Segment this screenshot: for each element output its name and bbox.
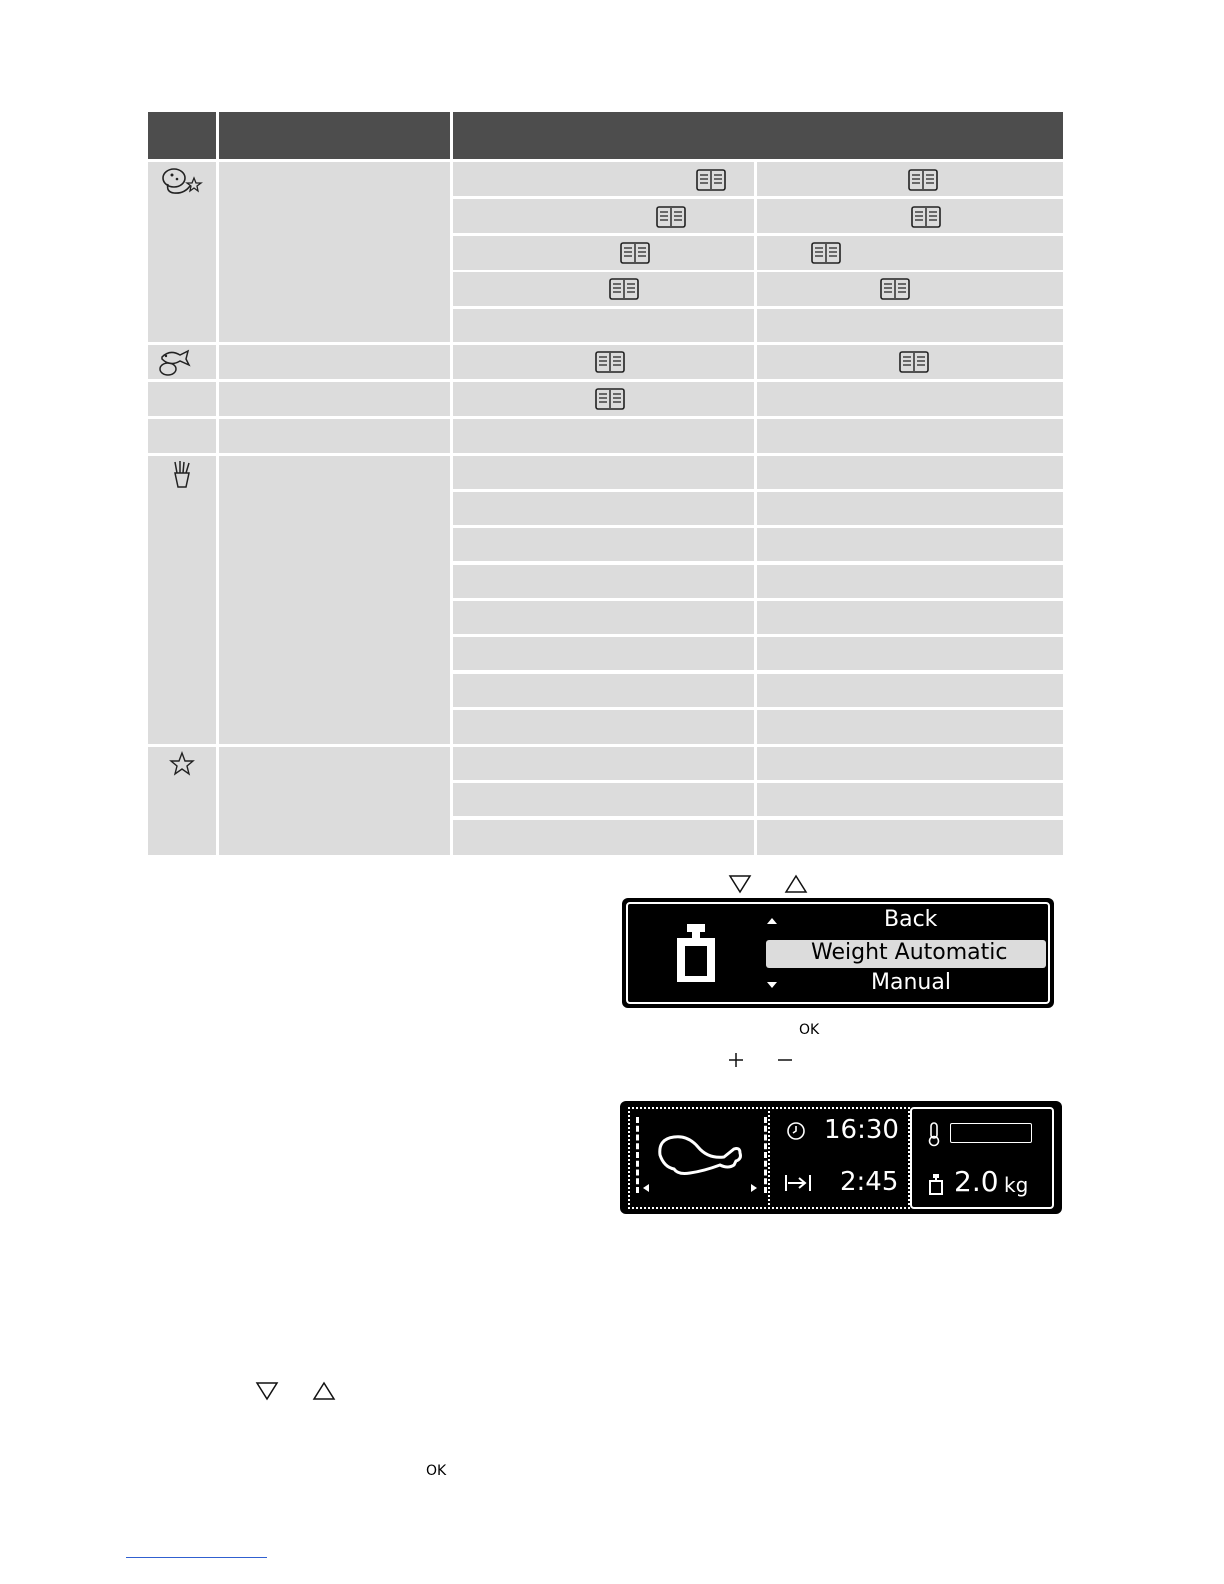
table-dish-cell (453, 492, 754, 525)
triangle-down-icon (255, 1381, 279, 1401)
table-dish-cell (757, 820, 1063, 855)
book-reference-icon (620, 242, 650, 264)
menu-item-back[interactable]: Back (884, 907, 938, 932)
table-dish-cell (453, 747, 754, 780)
table-dish-cell (757, 783, 1063, 816)
table-name-cell (219, 747, 450, 855)
scroll-down-icon[interactable] (766, 980, 778, 990)
table-dish-cell (757, 309, 1063, 342)
table-dish-cell (757, 456, 1063, 489)
book-reference-icon (656, 206, 686, 228)
book-reference-icon (911, 206, 941, 228)
table-dish-cell (453, 637, 754, 670)
triangle-down-icon (728, 874, 752, 894)
prev-food-icon[interactable] (642, 1183, 650, 1193)
table-name-cell (219, 345, 450, 379)
table-dish-cell (757, 528, 1063, 561)
table-dish-cell (453, 309, 754, 342)
duration-time: 2:45 (840, 1167, 899, 1197)
table-dish-cell (453, 783, 754, 816)
right-bracket (760, 1117, 767, 1193)
book-reference-icon (595, 351, 625, 373)
table-header-icon-col (148, 112, 216, 159)
weight-value: 2.0 (954, 1165, 999, 1198)
book-reference-icon (696, 169, 726, 191)
table-dish-cell (453, 710, 754, 744)
weight-unit: kg (1004, 1173, 1029, 1197)
table-dish-cell (453, 236, 754, 270)
pizza-star-icon (160, 166, 204, 198)
table-name-cell (219, 419, 450, 453)
temperature-bar (950, 1123, 1032, 1143)
table-dish-cell (757, 601, 1063, 634)
ok-key-label-bottom: OK (426, 1463, 447, 1479)
thermometer-icon (926, 1121, 942, 1147)
scroll-up-icon[interactable] (766, 916, 778, 926)
table-dish-cell (757, 492, 1063, 525)
left-bracket (636, 1117, 643, 1193)
table-dish-cell (757, 199, 1063, 233)
weight-icon (674, 922, 718, 984)
fries-icon (170, 459, 194, 489)
table-name-cell (219, 382, 450, 416)
footer-link-underline[interactable] (126, 1557, 267, 1558)
duration-icon (784, 1173, 812, 1193)
table-header-dishes-col (453, 112, 1063, 159)
book-reference-icon (811, 242, 841, 264)
table-dish-cell (453, 456, 754, 489)
table-header-name-col (219, 112, 450, 159)
table-dish-cell (757, 747, 1063, 780)
table-dish-cell (453, 419, 754, 453)
table-name-cell (219, 162, 450, 342)
fish-icon (156, 347, 192, 377)
table-dish-cell (757, 419, 1063, 453)
meat-leg-icon (654, 1129, 746, 1181)
table-dish-cell (757, 637, 1063, 670)
table-icon-cell (148, 456, 216, 744)
cooking-status-display (620, 1101, 1062, 1214)
table-dish-cell (757, 674, 1063, 707)
star-icon (169, 751, 195, 777)
table-dish-cell (453, 674, 754, 707)
weight-small-icon (928, 1173, 944, 1195)
triangle-up-icon (312, 1381, 336, 1401)
plus-icon (727, 1051, 745, 1069)
menu-item-weight-automatic: Weight Automatic (811, 940, 1008, 965)
table-dish-cell (453, 199, 754, 233)
table-dish-cell (757, 272, 1063, 306)
book-reference-icon (908, 169, 938, 191)
table-icon-cell (148, 162, 216, 342)
divider (768, 1107, 770, 1205)
table-icon-cell (148, 345, 216, 379)
book-reference-icon (880, 278, 910, 300)
clock-icon (786, 1121, 806, 1141)
table-name-cell (219, 456, 450, 744)
table-dish-cell (453, 528, 754, 561)
table-icon-cell (148, 382, 216, 416)
table-icon-cell (148, 747, 216, 855)
table-dish-cell (757, 565, 1063, 598)
book-reference-icon (609, 278, 639, 300)
table-dish-cell (453, 601, 754, 634)
table-dish-cell (453, 565, 754, 598)
clock-time: 16:30 (824, 1115, 899, 1145)
book-reference-icon (595, 388, 625, 410)
table-dish-cell (453, 272, 754, 306)
weight-menu-display (622, 898, 1054, 1008)
table-dish-cell (757, 236, 1063, 270)
triangle-up-icon (784, 874, 808, 894)
table-icon-cell (148, 419, 216, 453)
menu-item-manual[interactable]: Manual (871, 970, 951, 995)
table-dish-cell (757, 382, 1063, 416)
next-food-icon[interactable] (750, 1183, 758, 1193)
menu-item-weight-automatic-selected[interactable] (766, 940, 1046, 968)
ok-key-label: OK (799, 1022, 820, 1038)
minus-icon (776, 1051, 794, 1069)
table-dish-cell (453, 820, 754, 855)
table-dish-cell (757, 710, 1063, 744)
book-reference-icon (899, 351, 929, 373)
